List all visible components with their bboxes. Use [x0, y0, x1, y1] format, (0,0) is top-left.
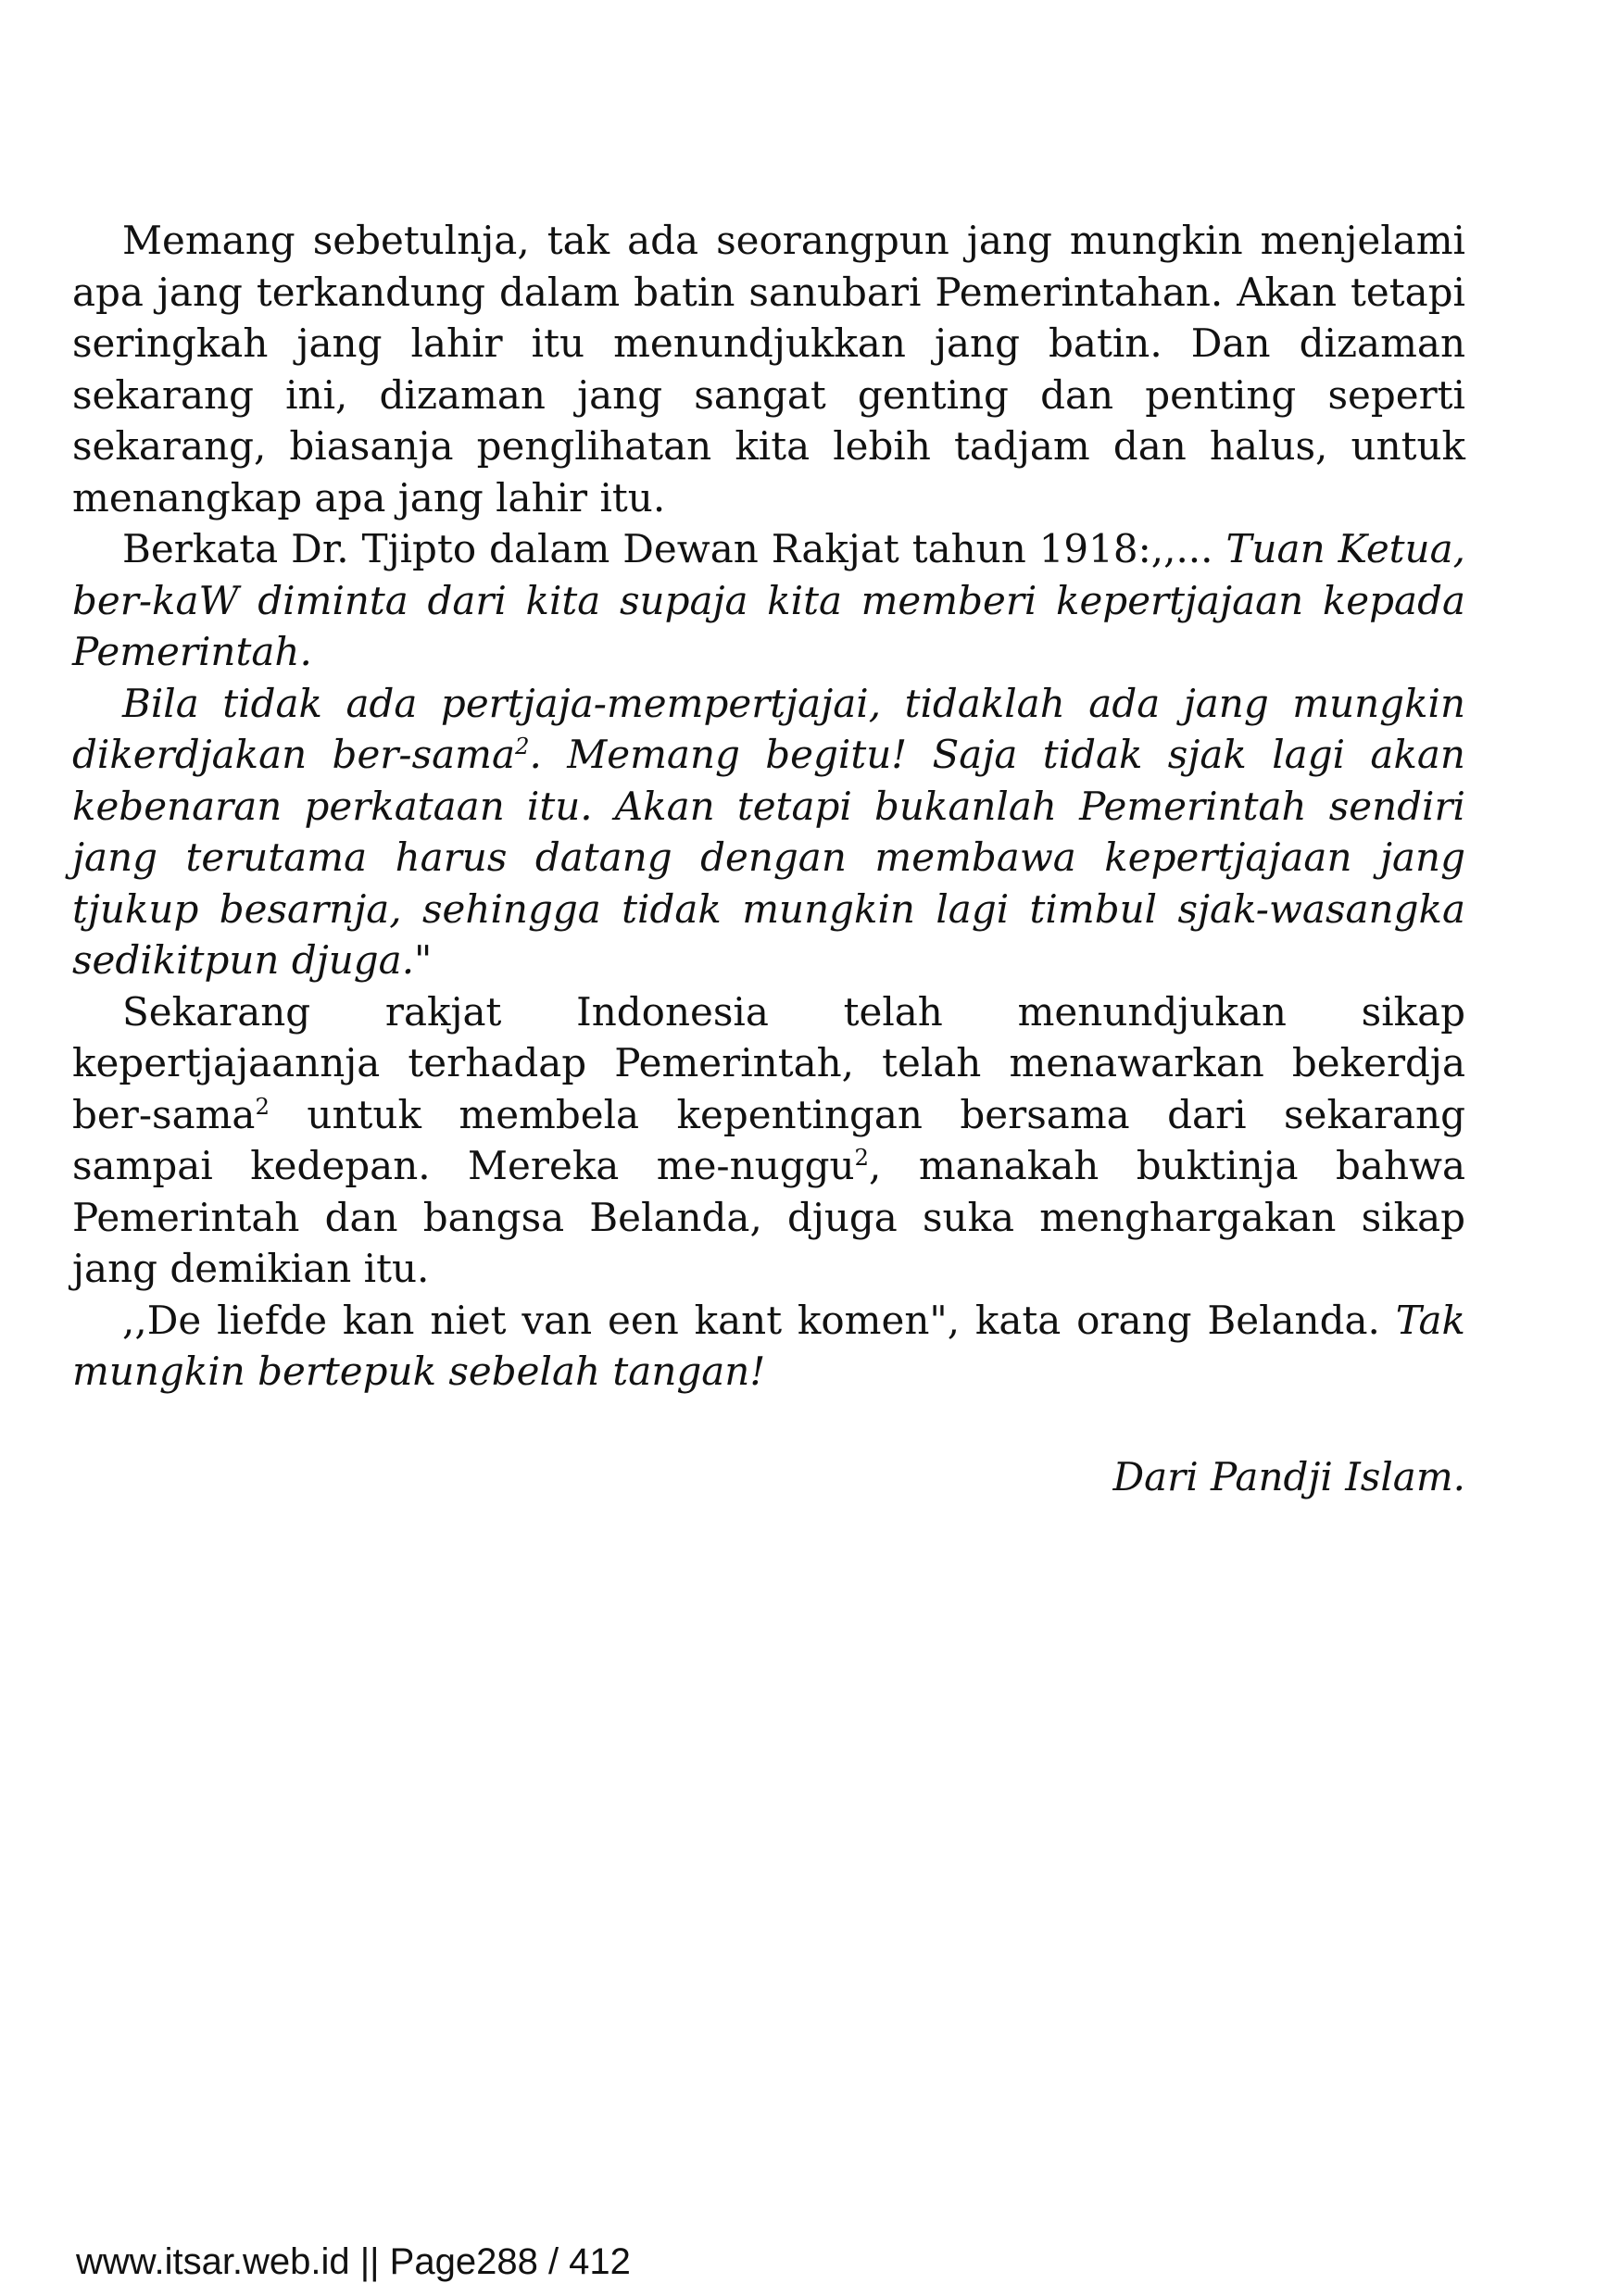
paragraph-4-part-2: untuk membela kepentingan bersama dari sekarang sampai kedepan. Mereka me-nuggu [72, 1091, 1465, 1188]
document-body [72, 215, 1465, 1398]
superscript-marker: 2 [854, 1144, 870, 1171]
paragraph-3-part-1: Bila tidak ada pertjaja-mempertjajai, tidaklah ada jang mungkin dikerdjakan ber-sama [72, 680, 1465, 777]
superscript-marker: 2 [515, 733, 530, 759]
paragraph-3-quote [72, 678, 1465, 986]
paragraph-4-part-1: Sekarang rakjat Indonesia telah menundjukan sikap kepertjajaannja terhadap Pemerintah, telah menawarkan bekerdja ber-sama [72, 988, 1465, 1137]
paragraph-1-text: Memang sebetulnja, tak ada seorangpun jang mungkin menjelami apa jang terkandung dalam batin sanubari Pemerintahan. Akan tetapi seringkah jang lahir itu menundjukkan jang batin. Dan dizaman sekarang ini, dizaman jang sangat genting dan penting seperti sekarang, biasanja penglihatan kita lebih tadjam dan halus, untuk menangkap apa jang lahir itu. [72, 218, 1465, 521]
footer-text: www.itsar.web.id || Page288 / 412 [76, 2241, 631, 2282]
page-footer [76, 2240, 631, 2284]
source-signature: Dari Pandji Islam. [1112, 1454, 1465, 1499]
paragraph-2-intro: Berkata Dr. Tjipto dalam Dewan Rakjat tahun 1918:,,... [122, 526, 1213, 571]
superscript-marker: 2 [255, 1092, 270, 1120]
paragraph-1 [72, 215, 1465, 523]
paragraph-5-proverb: Tak mungkin bertepuk sebelah tangan! [72, 1297, 1465, 1394]
paragraph-5 [72, 1295, 1465, 1398]
paragraph-4-part-3: , manakah buktinja bahwa Pemerintah dan bangsa Belanda, djuga suka menghargakan sikap jang demikian itu. [72, 1143, 1465, 1291]
paragraph-5-dutch-quote: ,,De liefde kan niet van een kant komen", kata orang Belanda. [122, 1297, 1380, 1343]
paragraph-2-quote: Tuan Ketua, ber-kaW diminta dari kita supaja kita memberi kepertjajaan kepada Pemerintah. [72, 526, 1465, 674]
paragraph-4 [72, 986, 1465, 1295]
paragraph-2 [72, 523, 1465, 678]
paragraph-3-part-2: . Memang begitu! Saja tidak sjak lagi akan kebenaran perkataan itu. Akan tetapi bukanlah Pemerintah sendiri jang terutama harus datang dengan membawa kepertjajaan jang tjukup besarnja, sehingga tidak mungkin lagi timbul sjak-wasangka sedikitpun djuga." [72, 732, 1465, 983]
